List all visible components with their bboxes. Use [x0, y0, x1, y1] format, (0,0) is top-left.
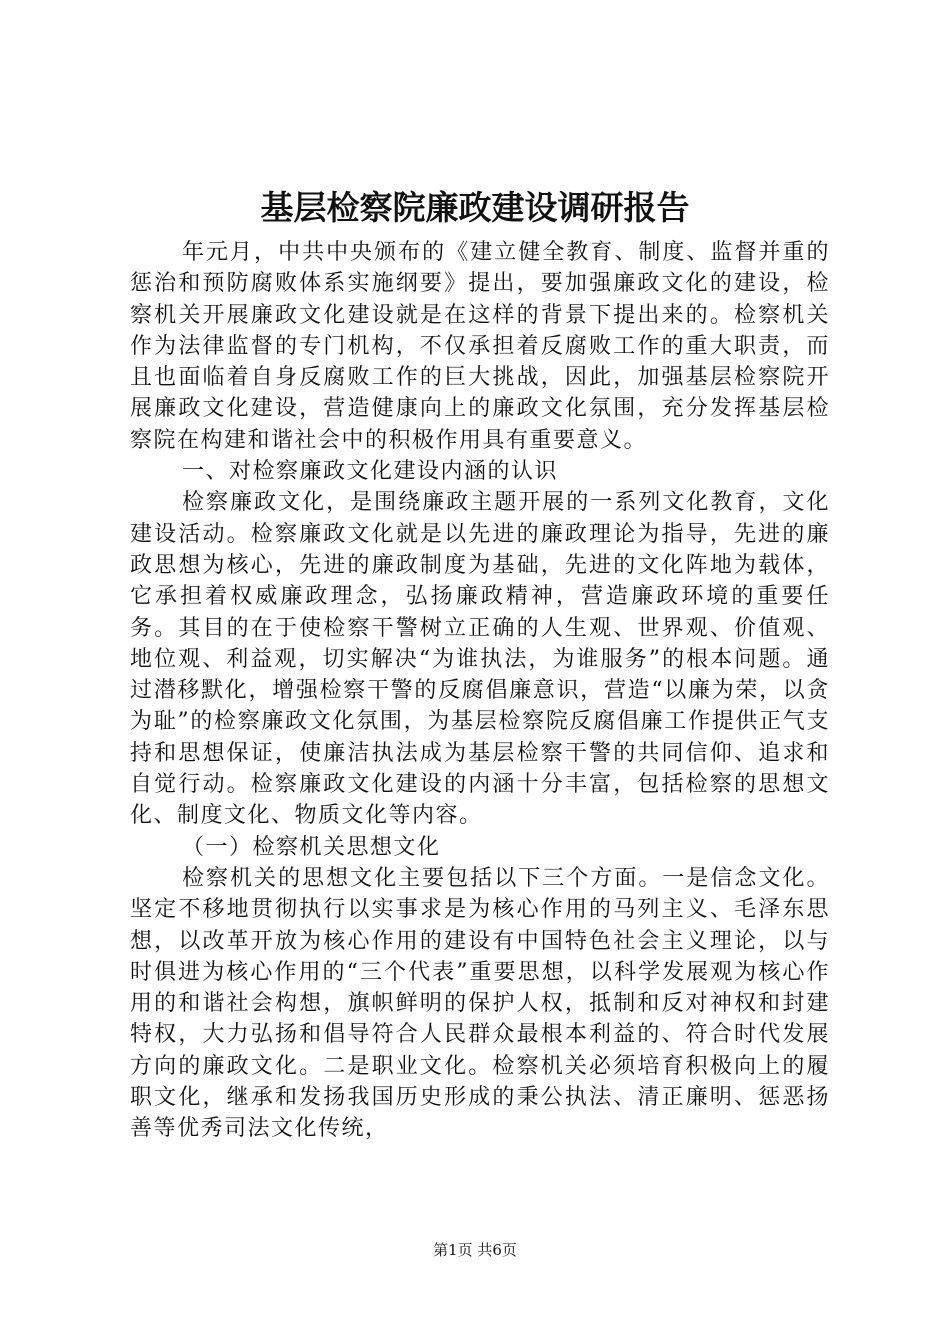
paragraph-connotation: 检察廉政文化，是围绕廉政主题开展的一系列文化教育，文化建设活动。检察廉政文化就是以先进的廉政理论为指导，先进的廉政思想为核心，先进的廉政制度为基础，先进的文化阵地为载体，它承担着权威廉政理念，弘扬廉政精神，营造廉政环境的重要任务。其目的在于使检察干警树立正确的人生观、世界观、价值观、地位观、利益观，切实解决“为谁执法，为谁服务”的根本问题。通过潜移默化，增强检察干警的反腐倡廉意识，营造“以廉为荣，以贪为耻”的检察廉政文化氛围，为基层检察院反腐倡廉工作提供正气支持和思想保证，使廉洁执法成为基层检察干警的共同信仰、追求和自觉行动。检察廉政文化建设的内涵十分丰富，包括检察的思想文化、制度文化、物质文化等内容。 — [130, 490, 830, 829]
paragraph-thought-culture: 检察机关的思想文化主要包括以下三个方面。一是信念文化。坚定不移地贯彻执行以实事求是为核心作用的马列主义、毛泽东思想，以改革开放为核心作用的建设有中国特色社会主义理论，以与时俱进为核心作用的“三个代表”重要思想，以科学发展观为核心作用的和谐社会构想，旗帜鲜明的保护人权，抵制和反对神权和封建特权，大力弘扬和倡导符合人民群众最根本利益的、符合时代发展方向的廉政文化。二是职业文化。检察机关必须培育积极向上的履职文化，继承和发扬我国历史形成的秉公执法、清正廉明、惩恶扬善等优秀司法文化传统， — [130, 865, 830, 1142]
paragraph-intro: 年元月，中共中央颁布的《建立健全教育、制度、监督并重的惩治和预防腐败体系实施纲要》提出，要加强廉政文化的建设，检察机关开展廉政文化建设就是在这样的背景下提出来的。检察机关作为法律监督的专门机构，不仅承担着反腐败工作的重大职责，而且也面临着自身反腐败工作的巨大挑战，因此，加强基层检察院开展廉政文化建设，营造健康向上的廉政文化氛围，充分发挥基层检察院在构建和谐社会中的积极作用具有重要意义。 — [130, 240, 830, 453]
page-number: 第1页 共6页 — [433, 1241, 517, 1259]
subsection-heading-1: （一）检察机关思想文化 — [182, 834, 441, 860]
document-title: 基层检察院廉政建设调研报告 — [260, 188, 690, 227]
section-heading-1: 一、对检察廉政文化建设内涵的认识 — [182, 459, 559, 485]
document-body — [130, 237, 830, 1145]
